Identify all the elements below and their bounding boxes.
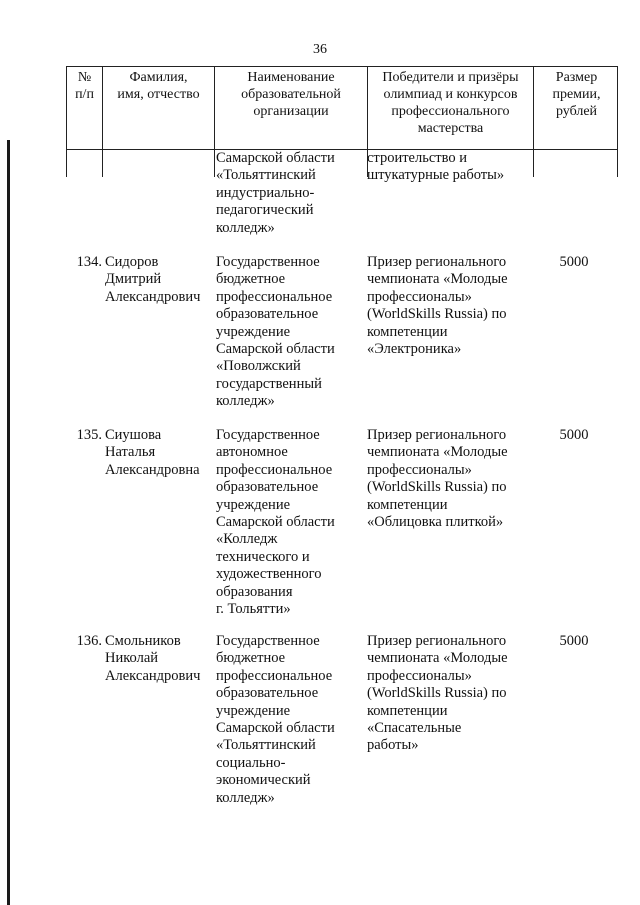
column-divider xyxy=(617,149,618,177)
column-header-prize: Размер премии, рублей xyxy=(552,70,601,119)
column-header-organization: Наименование образовательной организации xyxy=(215,67,368,149)
scan-edge xyxy=(7,140,10,905)
person-name: Смольников Николай Александрович xyxy=(105,633,201,684)
organization-cell: Государственное автономное профессиональное образовательное учреждение Самарской области «Колледж технического и художественного образования г. Тольятти» xyxy=(216,427,335,618)
column-divider xyxy=(102,149,103,177)
column-header-name: Фамилия, имя, отчество xyxy=(103,67,215,149)
organization-cell: Государственное бюджетное профессиональное образовательное учреждение Самарской области «Тольяттинский социально- экономический колледж» xyxy=(216,633,335,806)
row-number: 136. xyxy=(76,633,102,649)
organization-cell: Государственное бюджетное профессиональное образовательное учреждение Самарской области «Поволжский государственный колледж» xyxy=(216,254,335,410)
prize-amount: 5000 xyxy=(559,427,589,443)
column-header-winners: Победители и призёры олимпиад и конкурсов профессионального мастерства xyxy=(368,67,534,149)
winner-cell: Призер регионального чемпионата «Молодые профессионалы» (WorldSkills Russia) по компетенции «Спасательные работы» xyxy=(367,633,508,754)
column-header-number: № п/п xyxy=(67,67,103,149)
table-header xyxy=(66,66,618,150)
prize-amount: 5000 xyxy=(559,633,589,649)
page-number: 36 xyxy=(313,42,327,57)
prize-amount: 5000 xyxy=(559,254,589,270)
winner-cell: Призер регионального чемпионата «Молодые профессионалы» (WorldSkills Russia) по компетенции «Облицовка плиткой» xyxy=(367,427,508,531)
person-name: Сиушова Наталья Александровна xyxy=(105,427,200,478)
person-name: Сидоров Дмитрий Александрович xyxy=(105,254,201,305)
row-number: 135. xyxy=(76,427,102,443)
column-divider xyxy=(533,149,534,177)
winner-cell: Призер регионального чемпионата «Молодые профессионалы» (WorldSkills Russia) по компетенции «Электроника» xyxy=(367,254,508,358)
column-divider xyxy=(214,149,215,177)
organization-cell: Самарской области «Тольяттинский индустриально- педагогический колледж» xyxy=(216,150,335,236)
row-number: 134. xyxy=(76,254,102,270)
winner-cell: строительство и штукатурные работы» xyxy=(367,150,505,184)
column-divider xyxy=(66,149,67,177)
